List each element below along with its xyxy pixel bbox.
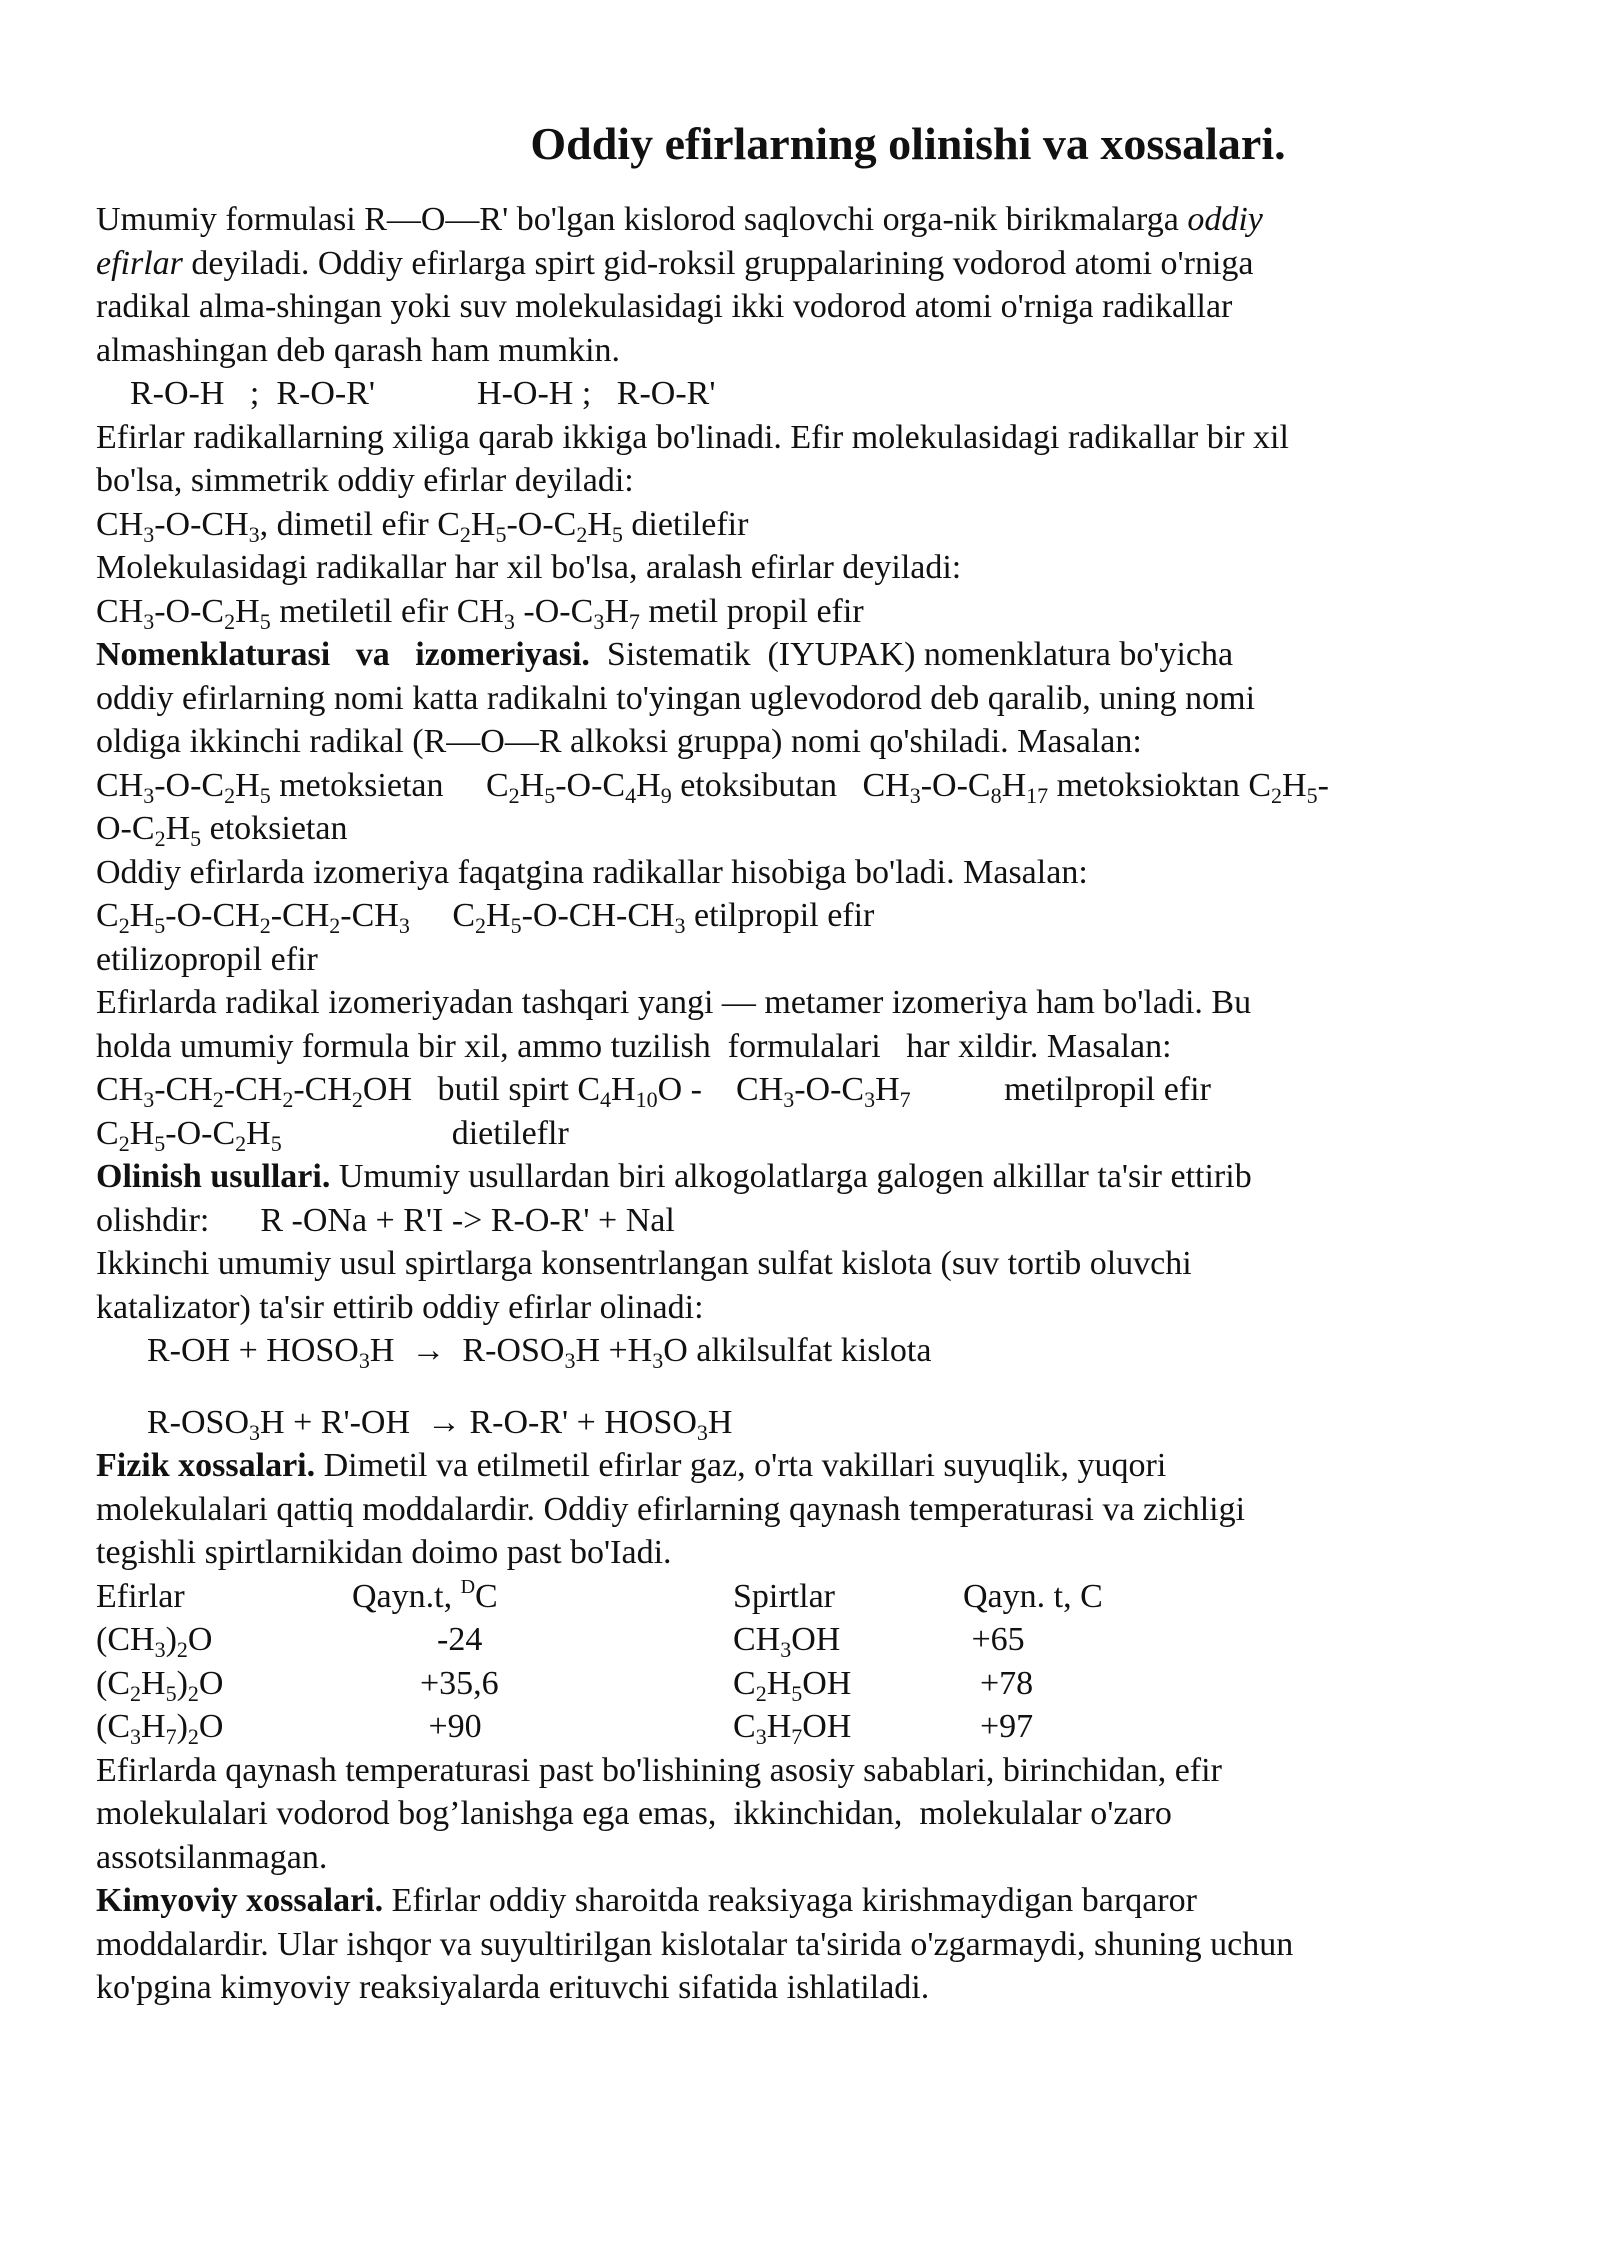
- nomenclature-examples-2: $O-C_2H_5$ etoksietan: [96, 810, 348, 851]
- methods-line-4: katalizator) ta'sir ettirib oddiy efirlar olinadi:: [96, 1288, 704, 1326]
- table-cell-bp: +65: [971, 1621, 1025, 1658]
- physical-after-3: assotsilanmagan.: [96, 1838, 328, 1876]
- chemical-line-3: ko'pgina kimyoviy reaksiyalarda erituvchi sifatida ishlatiladi.: [96, 1969, 930, 2006]
- physical-line-3: tegishli spirtlarnikidan doimo past bo'Iadi.: [96, 1534, 672, 1571]
- reaction-gap: [96, 1373, 1476, 1401]
- table-cell-ether: $(C_3H_7)_2O$: [96, 1708, 224, 1749]
- table-cell-alcohol: $C_2H_5OH$: [733, 1664, 852, 1706]
- symmetric-examples: $CH_3-O-CH_3$, dimetil efir $C_2H_5-O-C_2H_5$ dietilefir: [96, 505, 749, 547]
- table-cell-bp: +78: [980, 1664, 1034, 1702]
- methods-line-3: Ikkinchi umumiy usul spirtlarga konsentrlangan sulfat kislota (suv tortib oluvchi: [96, 1245, 1192, 1282]
- nomenclature-heading: Nomenklaturasi va izomeriyasi.: [96, 636, 590, 673]
- metamer-line-2: holda umumiy formula bir xil, ammo tuzilish formulalari har xildir. Masalan:: [96, 1027, 1172, 1065]
- table-cell-bp: +90: [428, 1708, 482, 1745]
- reaction-1: $R-OH + HOSO_3H \to R-OSO_3H +H_3O$ alkilsulfat kislota: [96, 1332, 932, 1373]
- isomer-line-3: etilizopropil efir: [96, 940, 318, 978]
- document-page: [96, 0, 1476, 2010]
- table-header-bp-alcohols: Qayn. t, C: [963, 1577, 1103, 1615]
- boiling-point-table: [96, 1575, 1205, 1749]
- table-cell-alcohol: $CH_3OH$: [733, 1621, 841, 1662]
- chemical-line-1: Kimyoviy xossalari. Efirlar oddiy sharoitda reaksiyaga kirishmaydigan barqaror: [96, 1882, 1197, 1919]
- physical-heading: Fizik xossalari.: [96, 1447, 316, 1484]
- table-cell-bp: -24: [437, 1621, 483, 1658]
- classes-line-1: Efirlar radikallarning xiliga qarab ikkiga bo'linadi. Efir molekulasidagi radikallar bir xil: [96, 418, 1289, 456]
- isomer-examples: $C_2H_5-O-CH_2-CH_2-CH_3$ $C_2H_5-O-CH-CH_3$ etilpropil efir: [96, 897, 875, 938]
- physical-line-1: Fizik xossalari. Dimetil va etilmetil efirlar gaz, o'rta vakillari suyuqlik, yuqori: [96, 1447, 1167, 1484]
- mixed-examples: $CH_3-O-C_2H_5$ metiletil efir $CH_3$ $-O-C_3H_7$ metil propil efir: [96, 592, 864, 634]
- intro-line-1: Umumiy formulasi R—O—R' bo'lgan kislorod saqlovchi orga-nik birikmalarga oddiy: [96, 201, 1263, 238]
- table-cell-bp: +35,6: [420, 1664, 499, 1702]
- methods-line-1: Olinish usullari. Umumiy usullardan biri alkogolatlarga galogen alkillar ta'sir ettirib: [96, 1158, 1252, 1195]
- intro-formulas: R-O-H ; R-O-R' H-O-H ; R-O-R': [96, 375, 716, 412]
- table-cell-bp: +97: [980, 1708, 1034, 1745]
- metamer-examples-2: $C_2H_5-O-C_2H_5$ dietileflr: [96, 1114, 569, 1156]
- physical-after-2: molekulalari vodorod bog’lanishga ega emas, ikkinchidan, molekulalar o'zaro: [96, 1795, 1172, 1832]
- page-title: Oddiy efirlarning olinishi va xossalari.: [530, 118, 1286, 169]
- nomenclature-line-1: Nomenklaturasi va izomeriyasi. Sistematik (IYUPAK) nomenklatura bo'yicha: [96, 636, 1234, 673]
- reaction-2: $R-OSO_3H + R'-OH \to R-O-R'$ + $HOSO_3H$: [96, 1403, 733, 1445]
- classes-line-3: Molekulasidagi radikallar har xil bo'lsa, aralash efirlar deyiladi:: [96, 549, 962, 586]
- table-cell-ether: $(C_2H_5)_2O$: [96, 1664, 224, 1706]
- chemical-line-2: moddalardir. Ular ishqor va suyultirilgan kislotalar ta'sirida o'zgarmaydi, shuning uchun: [96, 1925, 1294, 1963]
- classes-line-2: bo'lsa, simmetrik oddiy efirlar deyiladi:: [96, 462, 634, 499]
- table-header-alcohols: Spirtlar: [733, 1577, 835, 1615]
- isomer-line-1: Oddiy efirlarda izomeriya faqatgina radikallar hisobiga bo'ladi. Masalan:: [96, 853, 1088, 891]
- physical-after-1: Efirlarda qaynash temperaturasi past bo'lishining asosiy sabablari, birinchidan, efir: [96, 1751, 1222, 1789]
- metamer-line-1: Efirlarda radikal izomeriyadan tashqari yangi — metamer izomeriya ham bo'ladi. Bu: [96, 984, 1252, 1021]
- table-header-bp-ethers: Qayn.t, $^D$C: [352, 1575, 498, 1615]
- chemical-heading: Kimyoviy xossalari.: [96, 1882, 384, 1919]
- table-cell-ether: $(CH_3)_2O$: [96, 1621, 213, 1662]
- nomenclature-line-3: oldiga ikkinchi radikal (R—O—R alkoksi gruppa) nomi qo'shiladi. Masalan:: [96, 723, 1142, 760]
- table-header-ethers: Efirlar: [96, 1577, 185, 1615]
- nomenclature-line-2: oddiy efirlarning nomi katta radikalni to'yingan uglevodorod deb qaralib, uning nomi: [96, 679, 1256, 717]
- methods-line-2: olishdir: R -ONa + R'I -> R-O-R' + Nal: [96, 1201, 675, 1239]
- intro-line-4: almashingan deb qarash ham mumkin.: [96, 331, 621, 369]
- physical-line-2: molekulalari qattiq moddalardir. Oddiy efirlarning qaynash temperaturasi va zichligi: [96, 1490, 1246, 1528]
- table-cell-alcohol: $C_3H_7OH$: [733, 1708, 852, 1749]
- nomenclature-examples-1: $CH_3-O-C_2H_5$ metoksietan $C_2H_5-O-C_4H_9$ etoksibutan $CH_3-O-C_8H_{17}$ metoksioktan $C_2H_5-$: [96, 766, 1329, 808]
- intro-line-2: efirlar deyiladi. Oddiy efirlarga spirt gid-roksil gruppalarining vodorod atomi o'rniga: [96, 244, 1254, 282]
- intro-line-3: radikal alma-shingan yoki suv molekulasidagi ikki vodorod atomi o'rniga radikallar: [96, 288, 1233, 325]
- methods-heading: Olinish usullari.: [96, 1158, 331, 1195]
- metamer-examples-1: $CH_3-CH_2-CH_2-CH_2OH$ butil spirt $C_4H_{10}O$ - $CH_3-O-C_3H_7$ metilpropil efir: [96, 1071, 1211, 1112]
